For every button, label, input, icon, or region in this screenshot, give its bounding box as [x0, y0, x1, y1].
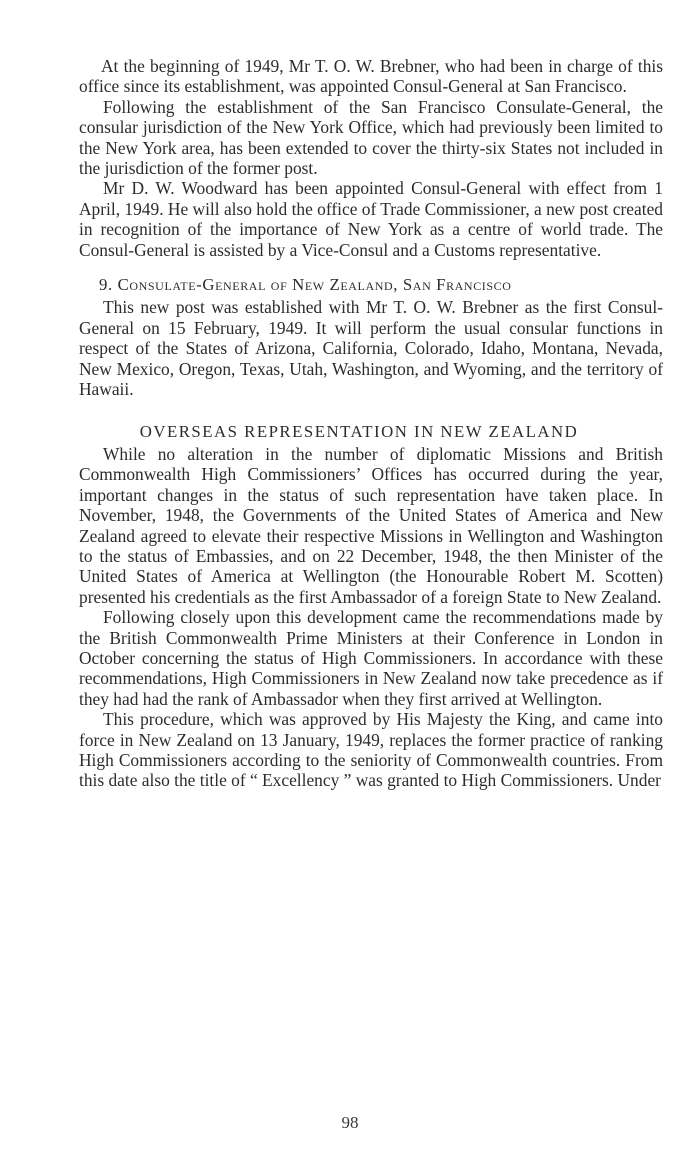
document-page — [79, 56, 663, 791]
overseas-representation-title: OVERSEAS REPRESENTATION IN NEW ZEALAND — [139, 421, 579, 441]
paragraph-new-york-jurisdiction: Following the establishment of the San Francisco Consulate-General, the consular jurisdiction of the New York Office, which had previously been limited to the New York area, has been extended to cover the thirty-six States not included in the jurisdiction of the former post. — [79, 96, 663, 179]
paragraph-embassies: While no alteration in the number of diplomatic Missions and British Commonwealth High Commissioners’ Offices has occurred during the year, important changes in the status of such representation have taken place. In November, 1948, the Governments of the United States of America and New Zealand agreed to elevate their respective Missions in Wellington and Washington to the status of Embassies, and on 22 December, 1948, the then Minister of the United States of America at Wellington (the Honourable Robert M. Scotten) presented his credentials as the first Ambassador of a foreign State to New Zealand. — [79, 443, 663, 607]
paragraph-brebner-appointment: At the beginning of 1949, Mr T. O. W. Brebner, who had been in charge of this office since its establishment, was appointed Consul-General at San Francisco. — [79, 56, 663, 97]
paragraph-san-francisco-post: This new post was established with Mr T. O. W. Brebner as the first Consul-General on 15 February, 1949. It will perform the usual consular functions in respect of the States of Arizona, California, Colorado, Idaho, Montana, Nevada, New Mexico, Oregon, Texas, Utah, Washington, and Wyoming, and the territory of Hawaii. — [79, 297, 663, 400]
page-number: 98 — [341, 1113, 359, 1132]
paragraph-precedence-procedure: This procedure, which was approved by His Majesty the King, and came into force in New Zealand on 13 January, 1949, replaces the former practice of ranking High Commissioners according to the seniority of Commonwealth countries. From this date also the title of “ Excellency ” was granted to High Commissioners. Under — [79, 709, 663, 791]
paragraph-woodward-appointment: Mr D. W. Woodward has been appointed Consul-General with effect from 1 April, 1949. He will also hold the office of Trade Commissioner, a new post created in recognition of the importance of New York as a centre of world trade. The Consul-General is assisted by a Vice-Consul and a Customs representative. — [79, 178, 663, 260]
section-9-heading: 9. Consulate-General of New Zealand, San Francisco — [99, 275, 512, 295]
paragraph-high-commissioners-status: Following closely upon this development came the recommendations made by the British Commonwealth Prime Ministers at their Conference in London in October concerning the status of High Commissioners. In accordance with these recommendations, High Commissioners in New Zealand now take precedence as if they had had the rank of Ambassador when they first arrived at Wellington. — [79, 607, 663, 709]
